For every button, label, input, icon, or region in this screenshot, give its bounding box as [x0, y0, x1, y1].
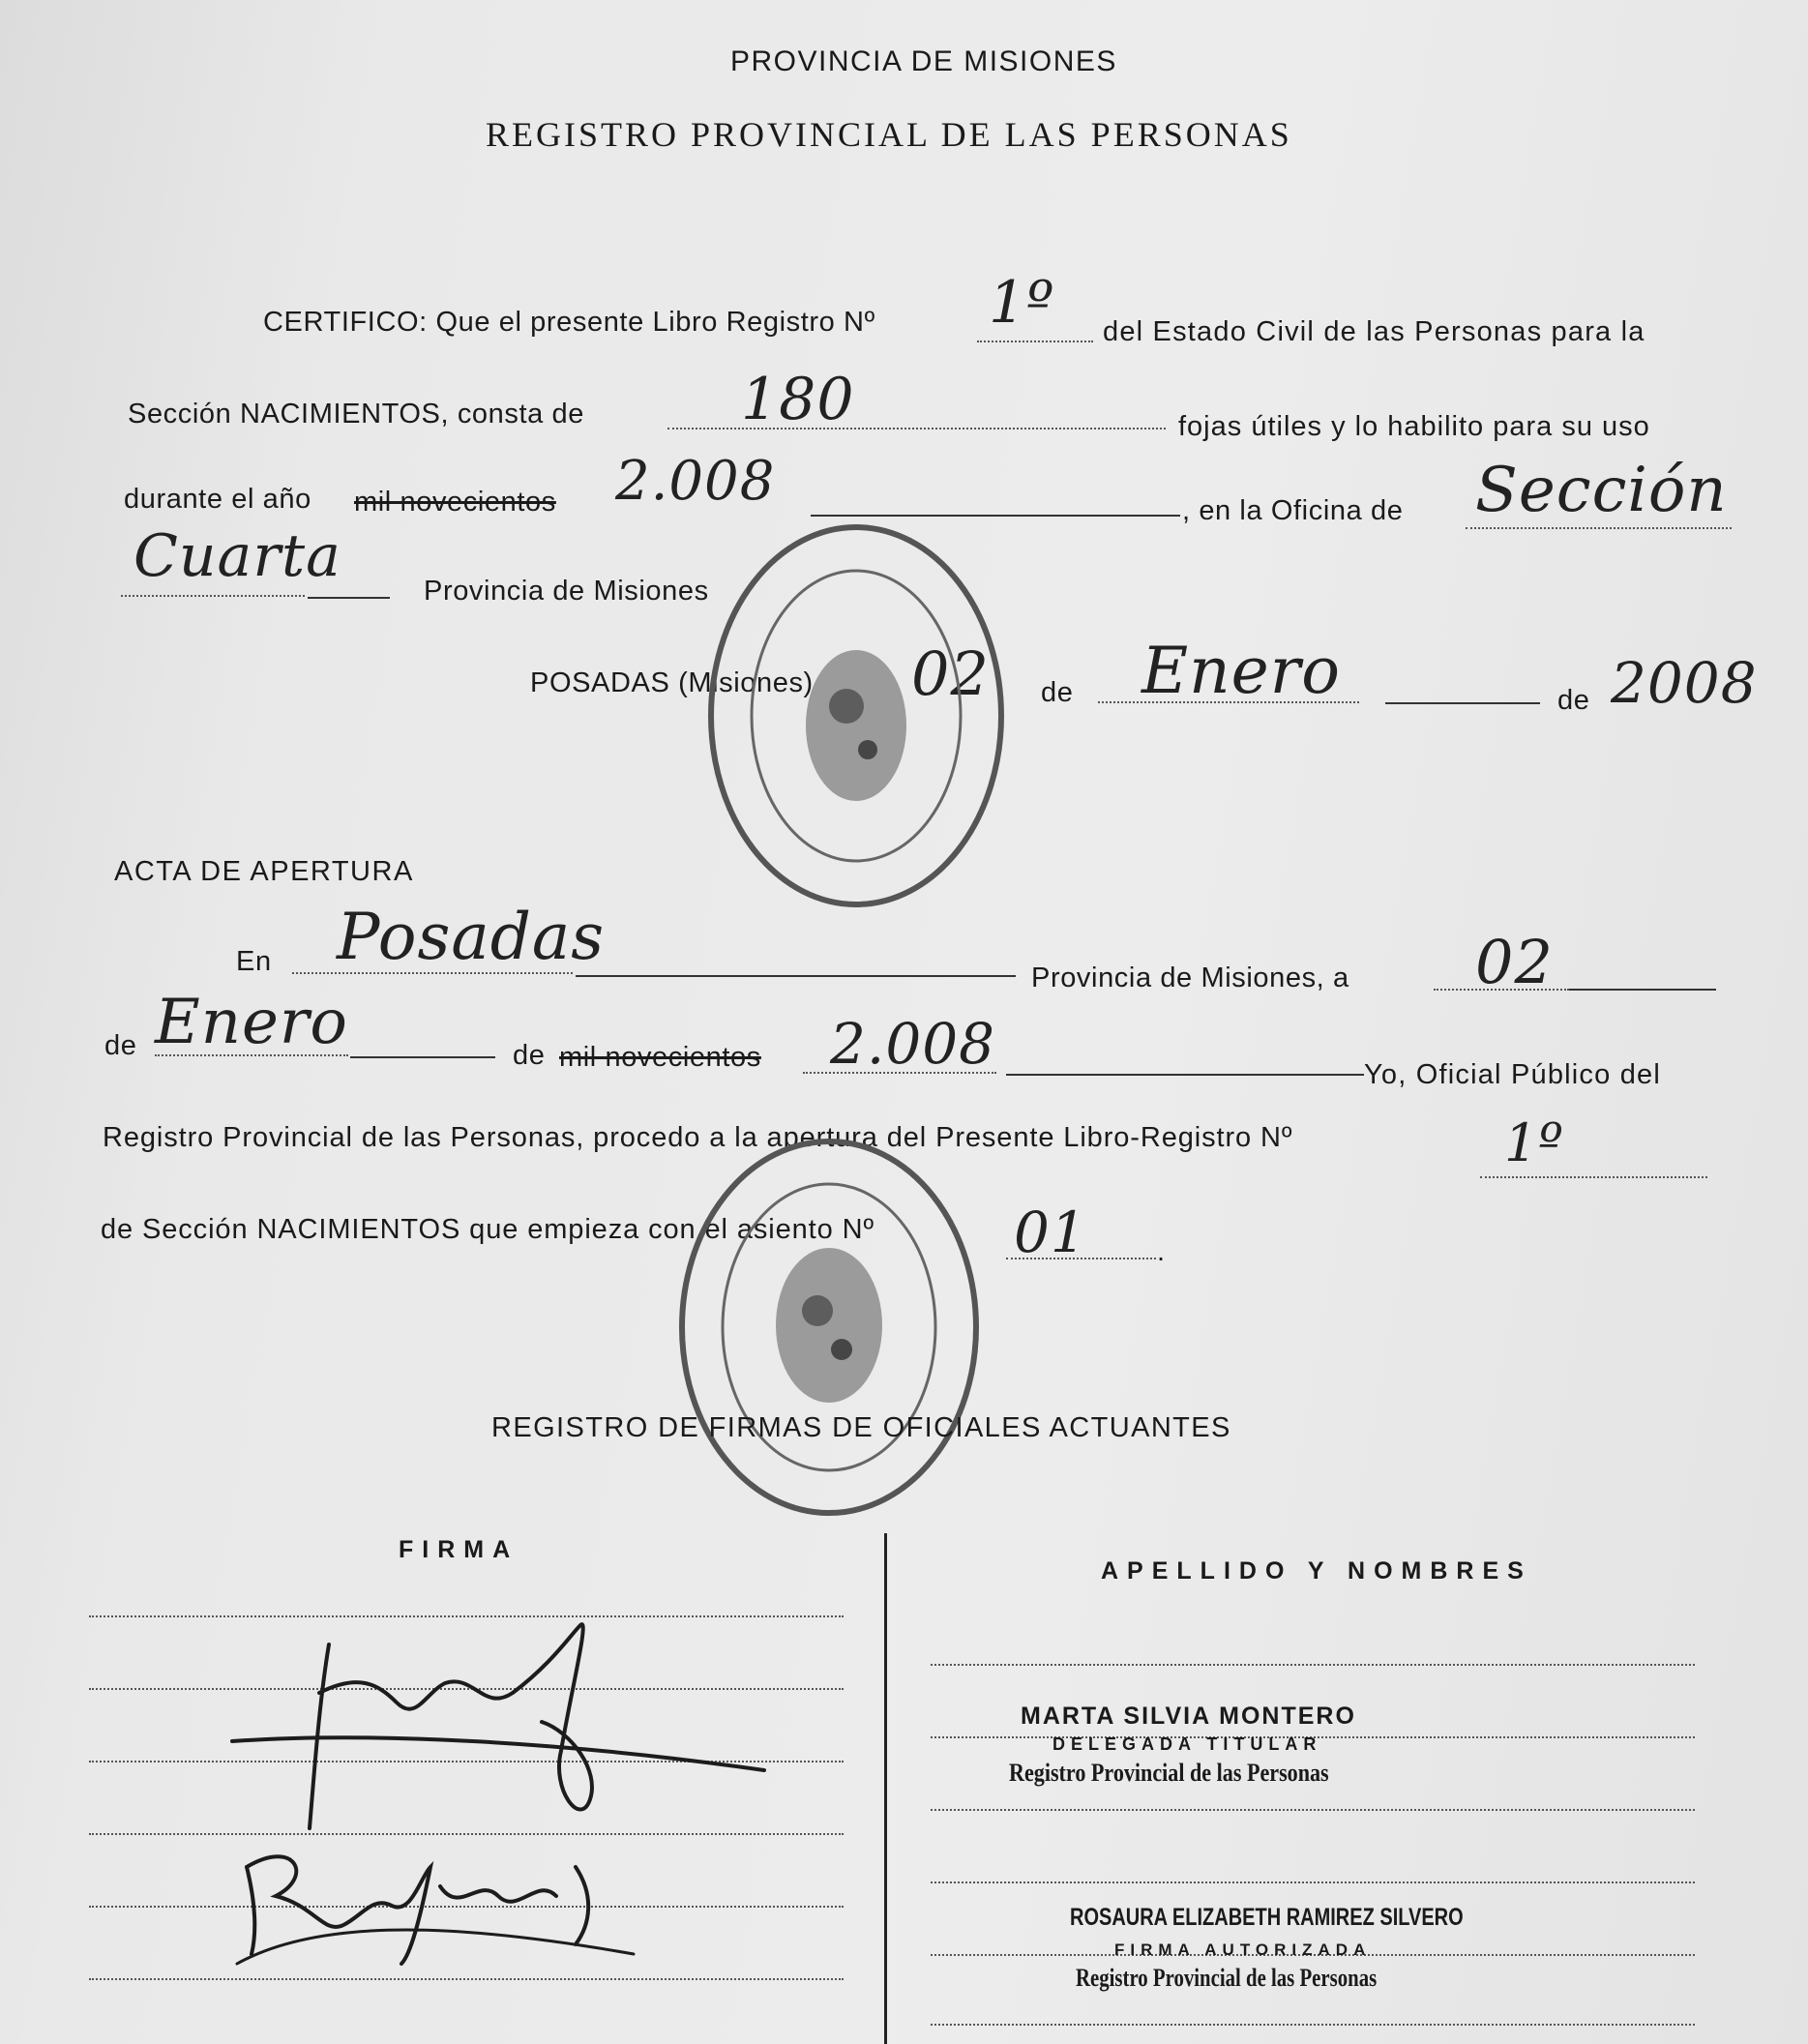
official-2-role: FIRMA AUTORIZADA	[1114, 1940, 1372, 1959]
acta-period: .	[1157, 1236, 1166, 1267]
acta-struck: mil novecientos	[559, 1042, 761, 1073]
cert-de-2: de	[1557, 685, 1590, 716]
acta-en: En	[236, 946, 272, 977]
cert-line2-a: Sección NACIMIENTOS, consta de	[128, 399, 584, 430]
acta-de-1: de	[104, 1030, 137, 1061]
acta-title: ACTA DE APERTURA	[114, 856, 414, 887]
official-seal-2	[672, 1132, 987, 1524]
cert-line1-b: del Estado Civil de las Personas para la	[1103, 316, 1645, 347]
cert-oficina-dots	[1466, 527, 1732, 529]
cert-line3-a: durante el año	[124, 484, 311, 515]
column-divider	[884, 1533, 887, 2044]
cert-line3-struck: mil novecientos	[354, 487, 556, 518]
cert-line1-a: CERTIFICO: Que el presente Libro Registro Nº	[263, 307, 875, 338]
official-1-role: DELEGADA TITULAR	[1052, 1734, 1322, 1754]
cert-oficina2-dots	[121, 595, 305, 597]
acta-de-2: de	[513, 1040, 546, 1071]
cert-anio-line	[811, 515, 1180, 517]
nombre-row-line	[931, 1664, 1695, 1666]
cert-libro-dots	[977, 341, 1093, 342]
nombre-row-line	[931, 1881, 1695, 1883]
registry-heading: REGISTRO PROVINCIAL DE LAS PERSONAS	[486, 115, 1292, 154]
cert-line3-b: , en la Oficina de	[1182, 495, 1404, 526]
acta-line4: de Sección NACIMIENTOS que empieza con el asiento Nº	[101, 1214, 874, 1245]
official-1-name: MARTA SILVIA MONTERO	[1021, 1703, 1356, 1730]
cert-line2-b: fojas útiles y lo habilito para su uso	[1178, 411, 1650, 442]
acta-ciudad-line	[576, 975, 1016, 977]
col-firma-header: FIRMA	[399, 1536, 519, 1563]
acta-dia-line	[1569, 989, 1716, 991]
acta-yo: Yo, Oficial Público del	[1364, 1059, 1662, 1090]
official-2-name: ROSAURA ELIZABETH RAMIREZ SILVERO	[1070, 1904, 1464, 1931]
signature-2	[227, 1819, 643, 1973]
acta-line3: Registro Provincial de las Personas, procedo a la apertura del Presente Libro-Registro Nº	[103, 1122, 1293, 1153]
col-nombres-header: APELLIDO Y NOMBRES	[1101, 1557, 1532, 1585]
cert-oficina2-line	[308, 597, 390, 599]
acta-anio-dots	[803, 1072, 996, 1074]
acta-asiento: 01	[1014, 1200, 1087, 1265]
acta-provincia-a: Provincia de Misiones, a	[1031, 963, 1349, 993]
cert-oficina-1: Sección	[1475, 455, 1728, 526]
cert-line4: Provincia de Misiones	[424, 576, 709, 607]
cert-libro-number: 1º	[989, 269, 1055, 337]
acta-libro-number: 1º	[1504, 1112, 1564, 1173]
official-2-office: Registro Provincial de las Personas	[1076, 1964, 1378, 1992]
acta-dia: 02	[1475, 927, 1554, 997]
cert-de-1: de	[1041, 677, 1074, 708]
province-heading: PROVINCIA DE MISIONES	[730, 45, 1117, 77]
official-1-office: Registro Provincial de las Personas	[1009, 1759, 1329, 1787]
official-seal-1	[701, 518, 1011, 914]
cert-fojas: 180	[741, 366, 855, 433]
cert-mes-line	[1385, 702, 1540, 704]
acta-mes-line	[350, 1056, 495, 1058]
cert-oficina-2: Cuarta	[133, 522, 341, 590]
nombre-row-line	[931, 2024, 1695, 2026]
nombre-row-line	[931, 1809, 1695, 1811]
signature-1	[222, 1615, 803, 1838]
acta-ciudad: Posadas	[337, 900, 606, 974]
acta-mes: Enero	[155, 987, 348, 1058]
acta-libro-dots	[1480, 1176, 1707, 1178]
cert-anio: 2.008	[615, 450, 776, 513]
acta-anio: 2.008	[830, 1011, 996, 1077]
cert-dia: 02	[911, 638, 990, 709]
cert-anio-fecha: 2008	[1611, 650, 1758, 716]
cert-mes: Enero	[1141, 634, 1342, 708]
firmas-title: REGISTRO DE FIRMAS DE OFICIALES ACTUANTES	[491, 1412, 1231, 1443]
cert-lugar: POSADAS (Misiones)	[530, 667, 814, 698]
firma-row-line	[89, 1978, 844, 1980]
acta-anio-line	[1006, 1074, 1364, 1076]
